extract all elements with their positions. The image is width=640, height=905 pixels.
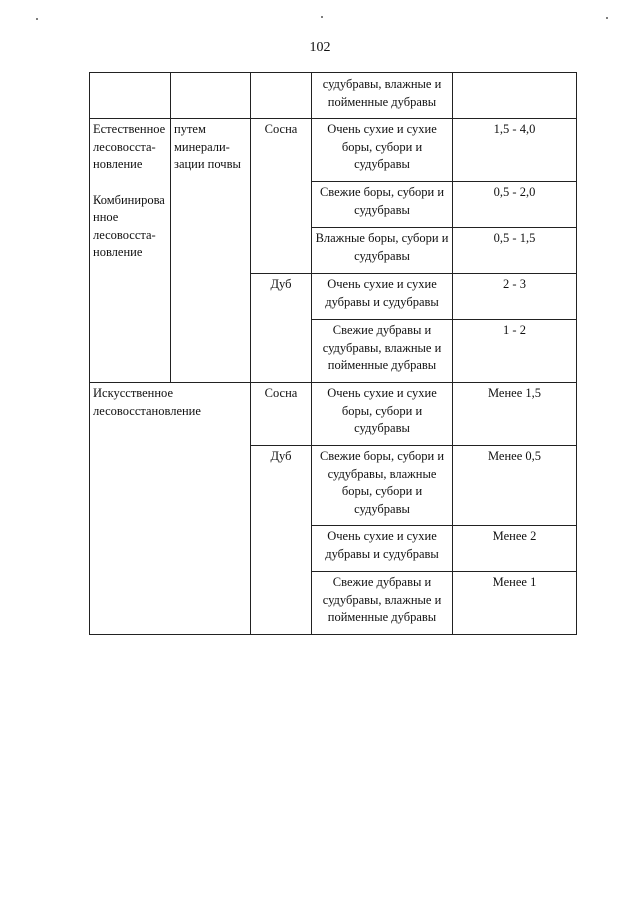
soil-cell: Свежие боры, субори и судубравы, влажные боры, субори и судубравы: [312, 446, 453, 526]
method-cell: [90, 119, 171, 383]
value-cell: Менее 0,5: [453, 446, 577, 526]
technique-cell: путем минерали-зации почвы: [171, 119, 251, 383]
value-cell: 0,5 - 2,0: [453, 182, 577, 228]
soil-cell: Очень сухие и сухие боры, субори и судубравы: [312, 383, 453, 446]
value-cell: 1,5 - 4,0: [453, 119, 577, 182]
soil-cell: Очень сухие и сухие дубравы и судубравы: [312, 274, 453, 320]
species-cell: Дуб: [251, 274, 312, 383]
value-cell: Менее 1: [453, 572, 577, 635]
table-cell: [251, 73, 312, 119]
value-cell: 2 - 3: [453, 274, 577, 320]
page-number: 102: [309, 40, 331, 55]
value-cell: 1 - 2: [453, 320, 577, 383]
method-cell: Искусственное лесовосстановление: [90, 383, 251, 635]
value-cell: Менее 2: [453, 526, 577, 572]
soil-cell: Свежие дубравы и судубравы, влажные и пойменные дубравы: [312, 320, 453, 383]
soil-cell: Очень сухие и сухие боры, субори и судубравы: [312, 119, 453, 182]
soil-cell: Очень сухие и сухие дубравы и судубравы: [312, 526, 453, 572]
table-row: [90, 119, 577, 182]
value-cell: Менее 1,5: [453, 383, 577, 446]
soil-cell: судубравы, влажные и пойменные дубравы: [312, 73, 453, 119]
table-cell: [171, 73, 251, 119]
reforestation-table: [89, 72, 577, 635]
method-combined-label: Комбинирова нное лесовосста-новление: [93, 192, 165, 259]
species-cell: Дуб: [251, 446, 312, 635]
soil-cell: Влажные боры, субори и судубравы: [312, 228, 453, 274]
value-cell: 0,5 - 1,5: [453, 228, 577, 274]
value-cell: [453, 73, 577, 119]
scan-speck: [606, 17, 608, 19]
table-row: [90, 383, 577, 446]
soil-cell: Свежие боры, субори и судубравы: [312, 182, 453, 228]
scan-speck: [36, 18, 38, 20]
soil-cell: Свежие дубравы и судубравы, влажные и пойменные дубравы: [312, 572, 453, 635]
species-cell: Сосна: [251, 383, 312, 446]
method-natural-label: Естественное лесовосста-новление: [93, 122, 166, 171]
scan-speck: [321, 16, 323, 18]
table-cell: [90, 73, 171, 119]
table-row: [90, 73, 577, 119]
species-cell: Сосна: [251, 119, 312, 274]
